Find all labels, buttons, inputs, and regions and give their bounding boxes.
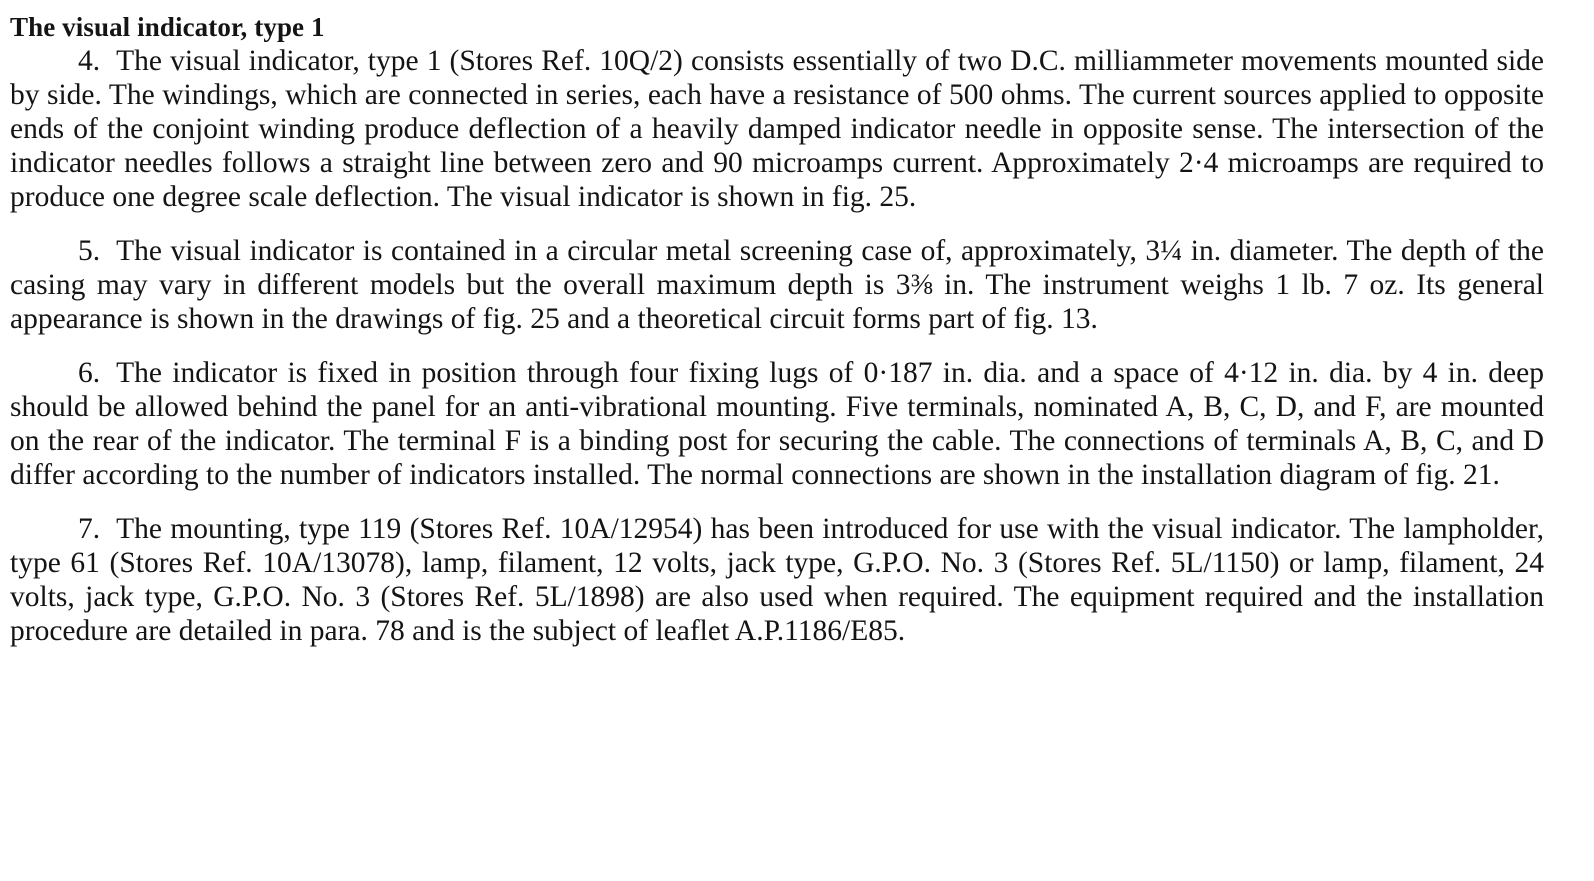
paragraph-number: 4. <box>78 45 101 77</box>
paragraph-4 <box>10 44 1544 214</box>
paragraph-7 <box>10 512 1544 648</box>
section-heading: The visual indicator, type 1 <box>10 12 325 42</box>
paragraph-text: The indicator is fixed in position through four fixing lugs of 0·187 in. dia. and a space of 4·12 in. dia. by 4 in. deep should be allowed behind the panel for an anti-vibrational mounting. Five terminals, nominated A, B, C, D, and F, are mounted on the rear of the indicator. The terminal F is a binding post for securing the cable. The connections of terminals A, B, C, and D differ according to the number of indicators installed. The normal connections are shown in the installation diagram of fig. 21. <box>10 357 1544 491</box>
paragraph-text: The visual indicator, type 1 (Stores Ref. 10Q/2) consists essentially of two D.C. milliammeter movements mounted side by side. The windings, which are connected in series, each have a resistance of 500 ohms. The current sources applied to opposite ends of the conjoint winding produce deflection of a heavily damped indicator needle in opposite sense. The intersection of the indicator needles follows a straight line between zero and 90 microamps current. Approximately 2·4 microamps are required to produce one degree scale deflection. The visual indicator is shown in fig. 25. <box>10 45 1544 213</box>
paragraph-5 <box>10 234 1544 336</box>
paragraph-text: The mounting, type 119 (Stores Ref. 10A/12954) has been introduced for use with the visual indicator. The lampholder, type 61 (Stores Ref. 10A/13078), lamp, filament, 12 volts, jack type, G.P.O. No. 3 (Stores Ref. 5L/1150) or lamp, filament, 24 volts, jack type, G.P.O. No. 3 (Stores Ref. 5L/1898) are also used when required. The equipment required and the installation procedure are detailed in para. 78 and is the subject of leaflet A.P.1186/E85. <box>10 513 1544 647</box>
paragraph-number: 6. <box>78 357 101 389</box>
paragraph-number: 7. <box>78 513 101 545</box>
paragraph-text: The visual indicator is contained in a circular metal screening case of, approximately, 3¼ in. diameter. The depth of the casing may vary in different models but the overall maximum depth is 3⅜ in. The instrument weighs 1 lb. 7 oz. Its general appearance is shown in the drawings of fig. 25 and a theoretical circuit forms part of fig. 13. <box>10 235 1544 335</box>
paragraph-6 <box>10 356 1544 492</box>
paragraph-number: 5. <box>78 235 101 267</box>
